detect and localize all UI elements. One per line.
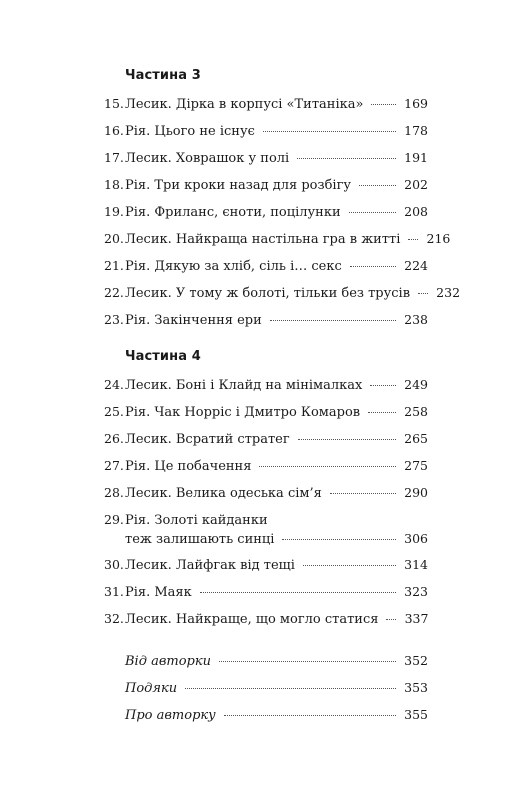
page-number: 258 <box>404 404 428 419</box>
chapter-number: 20. <box>104 231 124 246</box>
chapter-number: 28. <box>104 485 124 500</box>
chapter-title: Лесик. Лайфгак від тещі <box>125 558 295 573</box>
toc-entry-22[interactable] <box>104 284 461 303</box>
chapter-title: Рія. Три кроки назад для розбігу <box>125 178 352 193</box>
chapter-number: 32. <box>104 611 124 626</box>
dot-leader <box>263 131 396 132</box>
toc-entry-acknowledgements[interactable] <box>125 679 428 698</box>
dot-leader <box>185 688 396 689</box>
chapter-title: Лесик. Всратий стратег <box>125 432 290 447</box>
dot-leader <box>259 466 396 467</box>
page-number: 337 <box>404 611 429 626</box>
page-number: 191 <box>404 150 428 165</box>
toc-entry-30[interactable] <box>104 556 428 575</box>
chapter-title: Рія. Чак Норріс і Дмитро Комаров <box>125 405 361 420</box>
page-number: 265 <box>404 431 428 446</box>
toc-entry-26[interactable] <box>104 430 428 449</box>
section-title: Від авторки <box>125 654 212 669</box>
chapter-number: 27. <box>104 458 124 473</box>
toc-entry-31[interactable] <box>104 583 428 602</box>
part-3-heading: Частина 3 <box>125 68 201 83</box>
chapter-number: 26. <box>104 431 124 446</box>
page-number: 224 <box>404 258 428 273</box>
section-title: Подяки <box>125 681 178 696</box>
page-number: 202 <box>404 177 428 192</box>
chapter-number: 29. <box>104 512 124 527</box>
chapter-title: Рія. Золоті кайданки <box>125 513 268 528</box>
chapter-title: Лесик. Велика одеська сім’я <box>125 486 322 501</box>
dot-leader <box>349 212 396 213</box>
dot-leader <box>298 439 396 440</box>
chapter-title: Рія. Маяк <box>125 585 192 600</box>
chapter-title: Лесик. Ховрашок у полі <box>125 151 290 166</box>
dot-leader <box>219 661 396 662</box>
toc-entry-28[interactable] <box>104 484 428 503</box>
page-number: 232 <box>436 285 461 300</box>
dot-leader <box>224 715 396 716</box>
toc-entry-29[interactable] <box>104 511 428 549</box>
toc-entry-19[interactable] <box>104 203 428 222</box>
chapter-title: Лесик. Боні і Клайд на мінімалках <box>125 378 363 393</box>
chapter-title: Лесик. Найкраще, що могло статися <box>125 612 379 627</box>
dot-leader <box>386 619 396 620</box>
part-4-heading: Частина 4 <box>125 349 201 364</box>
dot-leader <box>303 565 396 566</box>
chapter-number: 24. <box>104 377 124 392</box>
page-number: 355 <box>404 707 428 722</box>
toc-entry-23[interactable] <box>104 311 428 330</box>
dot-leader <box>282 539 396 540</box>
chapter-number: 25. <box>104 404 124 419</box>
toc-entry-from-author[interactable] <box>125 652 428 671</box>
chapter-title: Рія. Дякую за хліб, сіль і… секс <box>125 259 342 274</box>
chapter-title: Рія. Закінчення ери <box>125 313 262 328</box>
dot-leader <box>330 493 396 494</box>
toc-entry-32[interactable] <box>104 610 428 629</box>
toc-entry-about-author[interactable] <box>125 706 428 725</box>
dot-leader <box>200 592 396 593</box>
page-number: 314 <box>404 557 428 572</box>
page-number: 323 <box>404 584 428 599</box>
dot-leader <box>350 266 396 267</box>
page-number: 216 <box>426 231 451 246</box>
dot-leader <box>297 158 396 159</box>
dot-leader <box>370 385 396 386</box>
chapter-title: Рія. Цього не існує <box>125 124 255 139</box>
chapter-number: 16. <box>104 123 124 138</box>
page-number: 178 <box>404 123 428 138</box>
dot-leader <box>371 104 396 105</box>
chapter-number: 21. <box>104 258 124 273</box>
chapter-title-continuation: теж залишають синці <box>125 532 275 547</box>
chapter-number: 19. <box>104 204 124 219</box>
chapter-number: 17. <box>104 150 124 165</box>
page-number: 275 <box>404 458 428 473</box>
page-number: 169 <box>404 96 428 111</box>
chapter-number: 22. <box>104 285 124 300</box>
page-number: 306 <box>404 531 428 546</box>
chapter-title: Лесик. Найкраща настільна гра в житті <box>125 232 401 247</box>
dot-leader <box>359 185 396 186</box>
toc-entry-21[interactable] <box>104 257 428 276</box>
page-number: 208 <box>404 204 428 219</box>
page-number: 353 <box>404 680 428 695</box>
toc-entry-17[interactable] <box>104 149 428 168</box>
chapter-number: 31. <box>104 584 124 599</box>
toc-entry-20[interactable] <box>104 230 451 249</box>
chapter-number: 18. <box>104 177 124 192</box>
chapter-title: Рія. Фриланс, єноти, поцілунки <box>125 205 341 220</box>
chapter-title: Лесик. У тому ж болоті, тільки без трусів <box>125 286 411 301</box>
toc-entry-15[interactable] <box>104 95 428 114</box>
toc-entry-18[interactable] <box>104 176 428 195</box>
chapter-number: 23. <box>104 312 124 327</box>
page-number: 238 <box>404 312 428 327</box>
chapter-number: 30. <box>104 557 124 572</box>
toc-entry-16[interactable] <box>104 122 428 141</box>
dot-leader <box>368 412 396 413</box>
dot-leader <box>270 320 396 321</box>
dot-leader <box>418 293 428 294</box>
toc-entry-27[interactable] <box>104 457 428 476</box>
dot-leader <box>408 239 418 240</box>
chapter-title: Лесик. Дірка в корпусі «Титаніка» <box>125 97 364 112</box>
chapter-number: 15. <box>104 96 124 111</box>
section-title: Про авторку <box>125 708 216 723</box>
toc-entry-25[interactable] <box>104 403 428 422</box>
page-number: 352 <box>404 653 428 668</box>
page-number: 290 <box>404 485 428 500</box>
page-number: 249 <box>404 377 428 392</box>
chapter-title: Рія. Це побачення <box>125 459 252 474</box>
toc-entry-24[interactable] <box>104 376 428 395</box>
